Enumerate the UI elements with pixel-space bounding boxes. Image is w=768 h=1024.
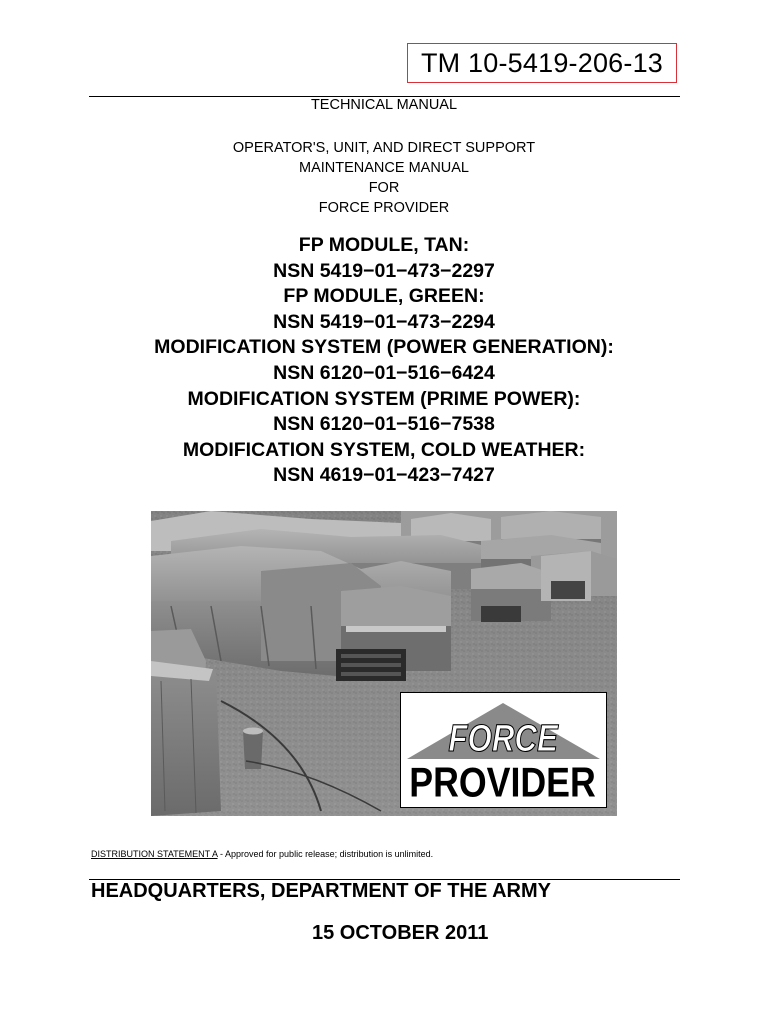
logo-line2: PROVIDER <box>409 759 596 807</box>
technical-manual-heading: TECHNICAL MANUAL <box>310 97 458 113</box>
nsn-line: NSN 5419−01−473−2297 <box>273 259 495 282</box>
nsn-line: NSN 4619−01−423−7427 <box>273 464 495 487</box>
manual-subtitle <box>0 138 768 218</box>
tm-number: TM 10-5419-206-13 <box>420 47 664 78</box>
force-provider-logo <box>400 692 607 808</box>
ac-unit <box>336 649 406 681</box>
equipment-line: MODIFICATION SYSTEM (POWER GENERATION): <box>154 336 614 359</box>
equipment-line: MODIFICATION SYSTEM (PRIME POWER): <box>187 387 581 410</box>
equipment-nsn-list <box>0 233 768 489</box>
nsn-line: NSN 5419−01−473−2294 <box>273 310 495 333</box>
headquarters-line: HEADQUARTERS, DEPARTMENT OF THE ARMY <box>91 880 551 902</box>
distribution-label: DISTRIBUTION STATEMENT A <box>91 849 218 859</box>
subtitle-line: OPERATOR'S, UNIT, AND DIRECT SUPPORT <box>232 140 536 156</box>
nsn-line: NSN 6120−01−516−6424 <box>273 361 495 384</box>
subtitle-line: FORCE PROVIDER <box>318 200 450 216</box>
logo-line1: FORCE <box>448 717 558 760</box>
equipment-line: FP MODULE, GREEN: <box>283 285 485 308</box>
subtitle-line: MAINTENANCE MANUAL <box>299 160 469 176</box>
equipment-line: FP MODULE, TAN: <box>298 234 470 256</box>
tm-number-box <box>407 43 677 83</box>
distribution-statement <box>91 849 433 859</box>
equipment-line: MODIFICATION SYSTEM, COLD WEATHER: <box>182 438 586 461</box>
nsn-line: NSN 6120−01−516−7538 <box>273 413 495 436</box>
publication-date: 15 OCTOBER 2011 <box>312 922 489 944</box>
subtitle-line: FOR <box>368 180 400 196</box>
distribution-text: - Approved for public release; distribution is unlimited. <box>217 849 434 859</box>
